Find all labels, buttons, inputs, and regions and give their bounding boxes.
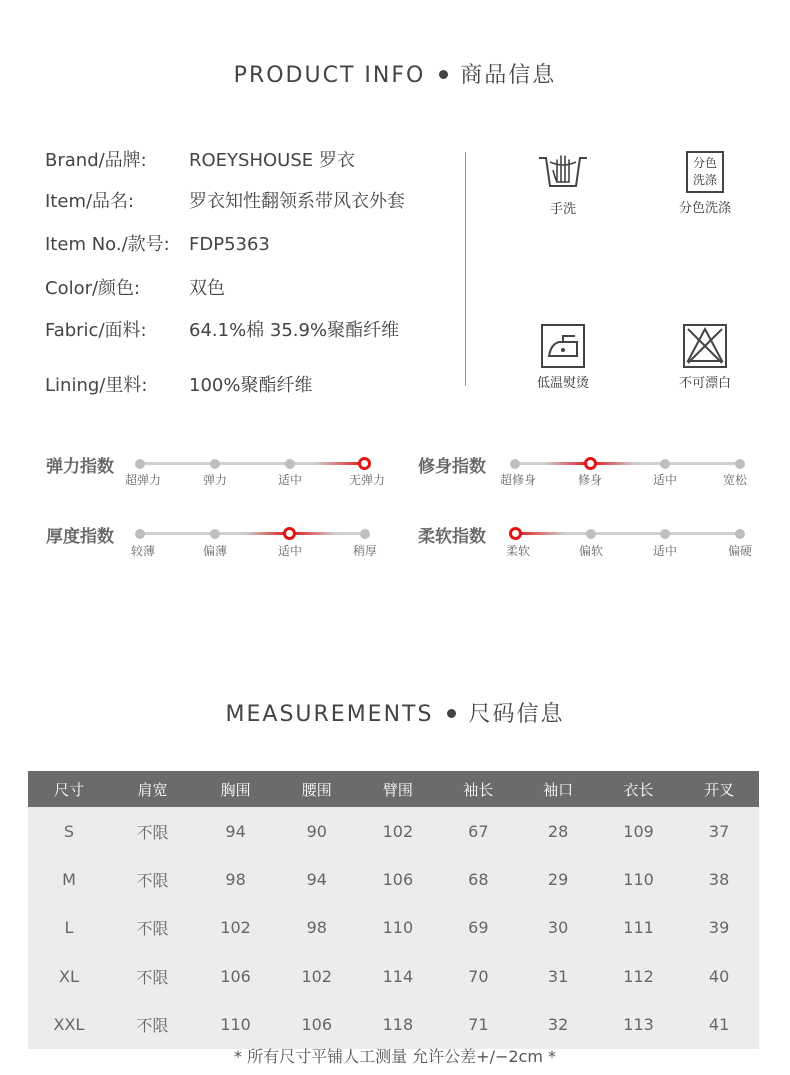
index-label: 柔软指数	[418, 527, 486, 547]
index-label: 厚度指数	[46, 527, 114, 547]
scale-dot-selected	[509, 527, 522, 540]
low-iron-icon	[541, 324, 585, 368]
table-cell: 69	[468, 918, 489, 938]
table-cell: XL	[59, 966, 79, 986]
scale-option: 较薄	[130, 544, 155, 558]
scale-dot	[210, 529, 220, 539]
scale-dot	[586, 529, 596, 539]
table-header-cell: 衣长	[598, 771, 679, 807]
separate-wash-icon-line2: 洗涤	[692, 173, 717, 187]
table-cell: 29	[547, 870, 569, 890]
table-cell: 28	[547, 821, 569, 841]
table-cell: 31	[547, 966, 569, 986]
table-header-cell: 尺寸	[28, 771, 110, 807]
table-header-cell: 肩宽	[110, 771, 195, 807]
scale-option: 超修身	[499, 473, 536, 487]
scale-option: 柔软	[505, 544, 530, 558]
info-row-color	[45, 274, 225, 300]
table-cell: 111	[623, 918, 654, 938]
table-header-cell: 袖长	[438, 771, 518, 807]
table-row	[28, 904, 759, 952]
measurements-table	[28, 771, 759, 1049]
scale-dot	[135, 529, 145, 539]
table-cell: 94	[306, 870, 327, 890]
info-label: Color/颜色:	[45, 278, 141, 299]
table-cell: 109	[623, 821, 654, 841]
hand-wash-icon	[536, 150, 590, 194]
table-header-cell: 胸围	[195, 771, 276, 807]
info-label: Fabric/面料:	[45, 320, 147, 341]
table-cell: 102	[301, 966, 333, 986]
scale-option: 弹力	[202, 473, 227, 487]
info-value: 罗衣知性翻领系带风衣外套	[189, 191, 405, 212]
scale-dot	[360, 529, 370, 539]
table-cell: M	[62, 870, 76, 890]
table-cell: 70	[468, 966, 489, 986]
table-cell: 40	[708, 966, 730, 986]
table-header-cell: 开叉	[679, 771, 759, 807]
table-header-row	[28, 771, 759, 807]
care-label-separate-wash: 分色洗涤	[678, 201, 731, 216]
table-cell: 68	[468, 870, 489, 890]
info-label: Item No./款号:	[45, 234, 170, 255]
care-low-iron	[513, 324, 613, 391]
table-cell: 38	[708, 870, 730, 890]
info-row-fabric	[45, 316, 399, 342]
info-label: Item/品名:	[45, 191, 135, 212]
product-info-title-en: PRODUCT INFO	[233, 63, 426, 88]
scale-dot	[735, 529, 745, 539]
table-cell: XXL	[53, 1015, 85, 1035]
table-header-cell: 臂围	[357, 771, 438, 807]
scale-option: 修身	[577, 473, 602, 487]
table-cell: 110	[220, 1015, 251, 1035]
table-row	[28, 1001, 759, 1049]
table-cell: 113	[623, 1015, 654, 1035]
scale-option: 超弹力	[124, 473, 161, 487]
table-cell: 98	[306, 918, 327, 938]
care-separate-wash	[655, 151, 755, 216]
care-label-low-iron: 低温熨烫	[536, 376, 589, 391]
care-hand-wash	[513, 150, 613, 217]
title-dot	[447, 709, 456, 718]
scale-dot	[210, 459, 220, 469]
scale-dot	[510, 459, 520, 469]
info-row-item-no	[45, 230, 270, 256]
scale-dot	[285, 459, 295, 469]
vertical-divider	[465, 152, 466, 386]
table-cell: 94	[225, 821, 246, 841]
table-row	[28, 952, 759, 1000]
scale-option: 适中	[277, 473, 302, 487]
info-row-item	[45, 187, 405, 213]
table-header-cell: 袖口	[518, 771, 598, 807]
table-cell: S	[63, 821, 75, 841]
scale-dot	[660, 459, 670, 469]
scale-option: 适中	[652, 473, 677, 487]
info-value: 双色	[189, 278, 225, 299]
info-value: FDP5363	[189, 234, 270, 255]
no-bleach-icon	[683, 324, 727, 368]
table-cell: 110	[382, 918, 414, 938]
table-cell: 114	[382, 966, 414, 986]
table-cell: 不限	[136, 871, 169, 891]
table-cell: 102	[220, 918, 251, 938]
table-cell: 不限	[136, 967, 169, 987]
table-cell: L	[64, 918, 74, 938]
table-cell: 118	[382, 1015, 414, 1035]
table-cell: 110	[623, 870, 654, 890]
scale-dot-selected	[283, 527, 296, 540]
scale-dot	[135, 459, 145, 469]
table-cell: 不限	[136, 1016, 169, 1036]
measurements-title-en: MEASUREMENTS	[225, 702, 434, 727]
index-label: 弹力指数	[46, 457, 114, 477]
measurement-footnote: * 所有尺寸平铺人工测量 允许公差+/−2cm *	[233, 1047, 557, 1066]
table-cell: 39	[708, 918, 730, 938]
info-label: Brand/品牌:	[45, 150, 147, 171]
scale-dot	[735, 459, 745, 469]
info-value: 64.1%棉 35.9%聚酯纤维	[189, 320, 400, 341]
scale-option: 稍厚	[352, 544, 377, 558]
index-label: 修身指数	[418, 457, 486, 477]
info-row-lining	[45, 371, 312, 397]
table-row	[28, 807, 759, 855]
scale-option: 宽松	[722, 473, 747, 487]
table-cell: 67	[468, 821, 489, 841]
care-label-no-bleach: 不可漂白	[678, 376, 731, 391]
table-cell: 90	[306, 821, 327, 841]
title-dot	[439, 70, 448, 79]
table-cell: 98	[225, 870, 246, 890]
table-cell: 32	[547, 1015, 569, 1035]
table-cell: 41	[708, 1015, 730, 1035]
table-cell: 112	[623, 966, 654, 986]
scale-option: 偏软	[578, 544, 603, 558]
scale-option: 偏薄	[202, 544, 227, 558]
scale-option: 适中	[277, 544, 302, 558]
table-cell: 106	[301, 1015, 333, 1035]
product-info-title-cn: 商品信息	[460, 63, 557, 88]
table-cell: 30	[547, 918, 569, 938]
table-cell: 102	[382, 821, 414, 841]
info-row-brand	[45, 146, 355, 172]
info-value: 100%聚酯纤维	[189, 375, 313, 396]
product-info-title	[0, 58, 790, 89]
info-value: ROEYSHOUSE 罗衣	[189, 150, 355, 171]
measurements-title-cn: 尺码信息	[468, 702, 565, 727]
scale-option: 无弹力	[348, 473, 385, 487]
table-cell: 106	[382, 870, 414, 890]
info-label: Lining/里料:	[45, 375, 148, 396]
separate-wash-icon-line1: 分色	[692, 156, 717, 170]
scale-dot-selected	[358, 457, 371, 470]
table-cell: 不限	[136, 822, 169, 842]
scale-option: 适中	[652, 544, 677, 558]
scale-option: 偏硬	[727, 544, 752, 558]
table-cell: 71	[468, 1015, 489, 1035]
scale-dot-selected	[584, 457, 597, 470]
table-header-cell: 腰围	[276, 771, 357, 807]
care-no-bleach	[655, 324, 755, 391]
table-cell: 37	[708, 821, 730, 841]
table-cell: 106	[220, 966, 251, 986]
measurements-title	[0, 697, 790, 728]
scale-dot	[660, 529, 670, 539]
care-label-hand-wash: 手洗	[549, 202, 576, 217]
separate-wash-icon	[686, 151, 724, 193]
scale-highlight	[515, 532, 565, 535]
table-row	[28, 855, 759, 903]
table-cell: 不限	[136, 919, 169, 939]
